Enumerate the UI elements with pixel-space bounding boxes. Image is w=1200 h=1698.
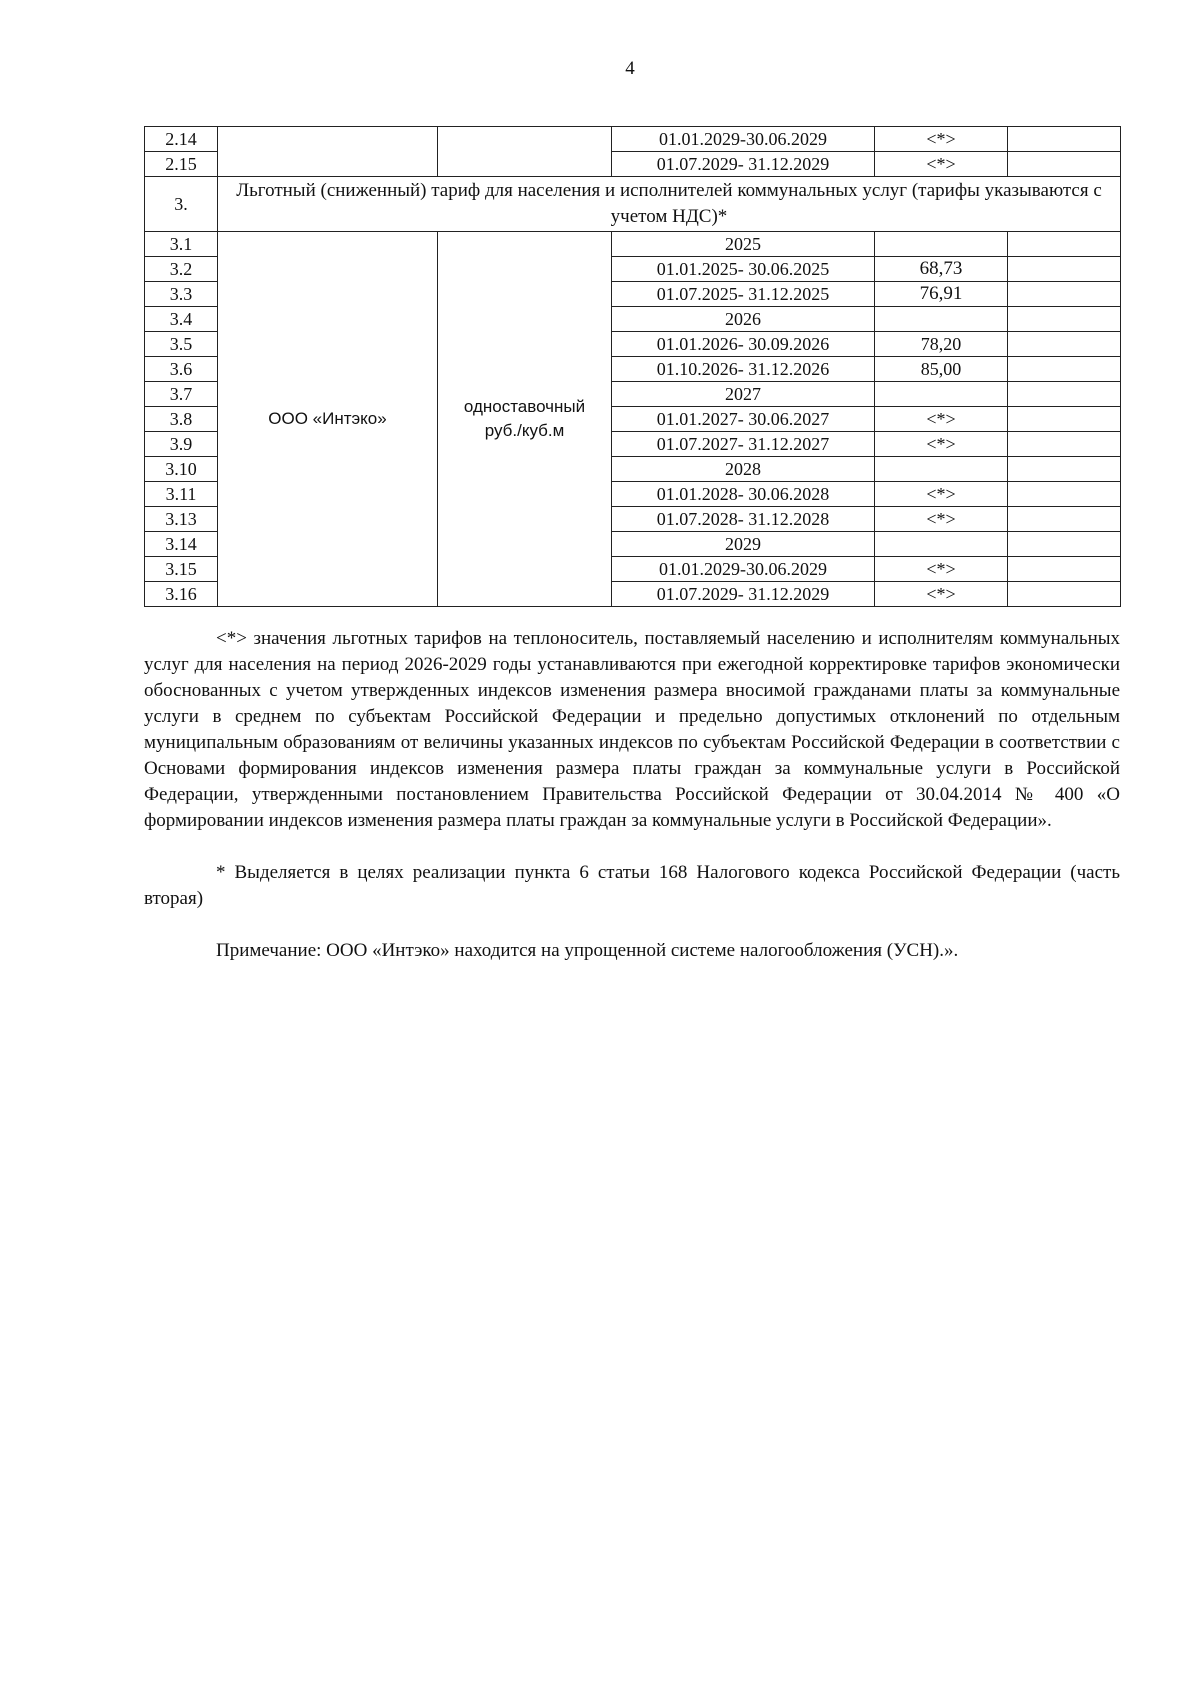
extra-cell xyxy=(1008,127,1121,152)
tariff-value: <*> xyxy=(875,432,1008,457)
extra-cell xyxy=(1008,307,1121,332)
extra-cell xyxy=(1008,507,1121,532)
period-cell: 01.01.2029-30.06.2029 xyxy=(612,127,875,152)
table-row xyxy=(145,127,1121,152)
tariff-value: <*> xyxy=(875,482,1008,507)
notes-section xyxy=(144,626,1120,964)
row-number: 2.14 xyxy=(145,127,218,152)
tariff-value: <*> xyxy=(875,507,1008,532)
tariff-value xyxy=(875,232,1008,257)
period-cell: 01.07.2028- 31.12.2028 xyxy=(612,507,875,532)
row-number: 3.9 xyxy=(145,432,218,457)
extra-cell xyxy=(1008,382,1121,407)
rate-type xyxy=(438,232,612,607)
row-number: 3.5 xyxy=(145,332,218,357)
row-number: 3.2 xyxy=(145,257,218,282)
row-number: 3.8 xyxy=(145,407,218,432)
section-header-row xyxy=(145,177,1121,232)
period-cell: 01.01.2028- 30.06.2028 xyxy=(612,482,875,507)
row-number: 3.4 xyxy=(145,307,218,332)
row-number: 3.15 xyxy=(145,557,218,582)
org-cell-empty xyxy=(218,127,438,177)
page-number: 4 xyxy=(625,58,635,79)
year-cell: 2028 xyxy=(612,457,875,482)
year-cell: 2026 xyxy=(612,307,875,332)
year-cell: 2025 xyxy=(612,232,875,257)
tariff-value: 68,73 xyxy=(875,257,1008,282)
section-number: 3. xyxy=(145,177,218,232)
tariff-value: <*> xyxy=(875,582,1008,607)
period-cell: 01.01.2029-30.06.2029 xyxy=(612,557,875,582)
row-number: 3.3 xyxy=(145,282,218,307)
note-vat-footnote: * Выделяется в целях реализации пункта 6 статьи 168 Налогового кодекса Российской Федерации (часть вторая) xyxy=(144,862,1120,909)
row-number: 3.14 xyxy=(145,532,218,557)
extra-cell xyxy=(1008,582,1121,607)
year-cell: 2027 xyxy=(612,382,875,407)
extra-cell xyxy=(1008,152,1121,177)
period-cell: 01.07.2029- 31.12.2029 xyxy=(612,582,875,607)
row-number: 3.7 xyxy=(145,382,218,407)
row-number: 3.11 xyxy=(145,482,218,507)
period-cell: 01.07.2029- 31.12.2029 xyxy=(612,152,875,177)
period-cell: 01.07.2027- 31.12.2027 xyxy=(612,432,875,457)
row-number: 3.6 xyxy=(145,357,218,382)
extra-cell xyxy=(1008,232,1121,257)
organization-name: ООО «Интэко» xyxy=(218,232,438,607)
table-row xyxy=(145,232,1121,257)
tariff-value: <*> xyxy=(875,127,1008,152)
extra-cell xyxy=(1008,532,1121,557)
row-number: 3.13 xyxy=(145,507,218,532)
extra-cell xyxy=(1008,482,1121,507)
period-cell: 01.01.2025- 30.06.2025 xyxy=(612,257,875,282)
note-remark: Примечание: ООО «Интэко» находится на упрощенной системе налогообложения (УСН).». xyxy=(216,940,959,961)
tariff-value xyxy=(875,532,1008,557)
tariff-value: 78,20 xyxy=(875,332,1008,357)
period-cell: 01.01.2026- 30.09.2026 xyxy=(612,332,875,357)
tariff-value: 76,91 xyxy=(875,282,1008,307)
note-tariff-asterisk: <*> значения льготных тарифов на теплоноситель, поставляемый населению и исполнителям коммунальных услуг для населения на период 2026-2029 годы устанавливаются при ежегодной корректировке тарифов экономически обоснованных с учетом утвержденных индексов изменения размера вносимой гражданами платы за коммунальные услуги в среднем по субъектам Российской Федерации и предельно допустимых отклонений по отдельным муниципальным образованиям от величины указанных индексов по субъектам Российской Федерации в соответствии с Основами формирования индексов изменения размера платы граждан за коммунальные услуги в Российской Федерации, утвержденными постановлением Правительства Российской Федерации от 30.04.2014 № 400 «О формировании индексов изменения размера платы граждан за коммунальные услуги в Российской Федерации». xyxy=(144,628,1120,831)
tariff-value xyxy=(875,382,1008,407)
row-number: 3.16 xyxy=(145,582,218,607)
rate-type-name: одноставочный xyxy=(463,397,586,416)
period-cell: 01.07.2025- 31.12.2025 xyxy=(612,282,875,307)
rate-unit: руб./куб.м xyxy=(484,421,565,440)
period-cell: 01.10.2026- 31.12.2026 xyxy=(612,357,875,382)
tariff-value: <*> xyxy=(875,557,1008,582)
tariff-value xyxy=(875,307,1008,332)
tariff-value: 85,00 xyxy=(875,357,1008,382)
extra-cell xyxy=(1008,432,1121,457)
rate-type-cell-empty xyxy=(438,127,612,177)
section-title: Льготный (сниженный) тариф для населения и исполнителей коммунальных услуг (тарифы указываются с учетом НДС)* xyxy=(218,177,1121,232)
tariff-value xyxy=(875,457,1008,482)
row-number: 3.10 xyxy=(145,457,218,482)
extra-cell xyxy=(1008,332,1121,357)
extra-cell xyxy=(1008,457,1121,482)
tariff-value: <*> xyxy=(875,152,1008,177)
period-cell: 01.01.2027- 30.06.2027 xyxy=(612,407,875,432)
extra-cell xyxy=(1008,357,1121,382)
tariff-value: <*> xyxy=(875,407,1008,432)
year-cell: 2029 xyxy=(612,532,875,557)
tariff-table xyxy=(144,126,1121,607)
row-number: 3.1 xyxy=(145,232,218,257)
extra-cell xyxy=(1008,557,1121,582)
extra-cell xyxy=(1008,407,1121,432)
row-number: 2.15 xyxy=(145,152,218,177)
extra-cell xyxy=(1008,257,1121,282)
extra-cell xyxy=(1008,282,1121,307)
